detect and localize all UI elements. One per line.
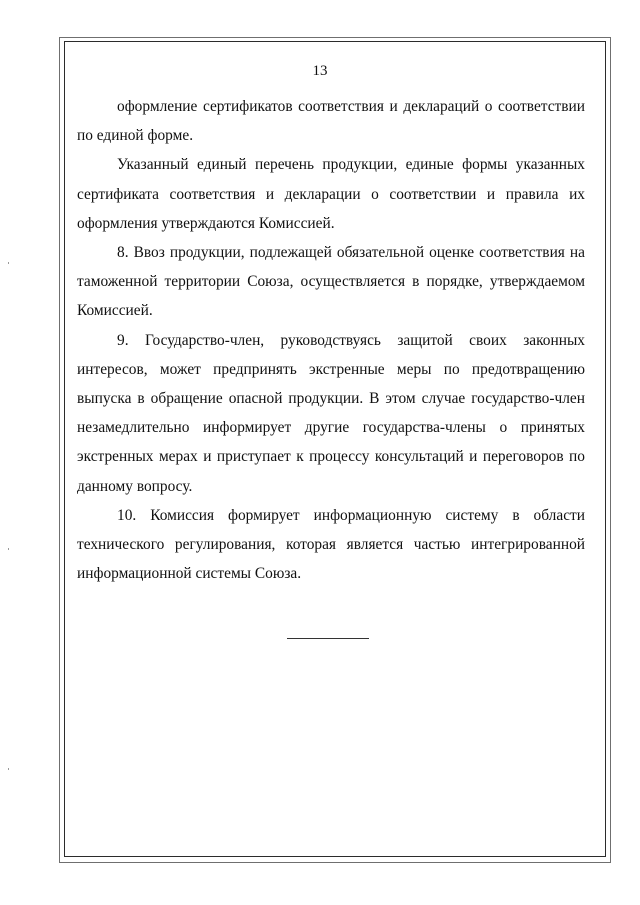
paragraph-clause-10: 10. Комиссия формирует информационную систему в области технического регулирования, которая является частью интегрированной информационной системы Союза. — [77, 506, 585, 583]
scan-margin-mark — [8, 548, 9, 550]
document-body — [77, 92, 585, 588]
scan-margin-mark — [8, 262, 9, 264]
paragraph-clause-8: 8. Ввоз продукции, подлежащей обязательной оценке соответствия на таможенной территории Союза, осуществляется в порядке, утверждаемом Комиссией. — [77, 244, 585, 320]
paragraph-product-list: Указанный единый перечень продукции, единые формы указанных сертификата соответствия и декларации о соответствии и правила их оформления утверждаются Комиссией. — [77, 156, 585, 232]
end-separator-line — [287, 638, 369, 639]
page-number: 13 — [312, 63, 328, 79]
paragraph-clause-9: 9. Государство-член, руководствуясь защитой своих законных интересов, может предпринять экстренные меры по предотвращению выпуска в обращение опасной продукции. В этом случае государство-член незамедлительно информирует другие государства-члены о принятых экстренных мерах и приступает к процессу консультаций и переговоров по данному вопросу. — [77, 331, 585, 495]
paragraph-continuation: оформление сертификатов соответствия и деклараций о соответствии по единой форме. — [77, 98, 585, 145]
scan-margin-mark — [8, 768, 9, 770]
